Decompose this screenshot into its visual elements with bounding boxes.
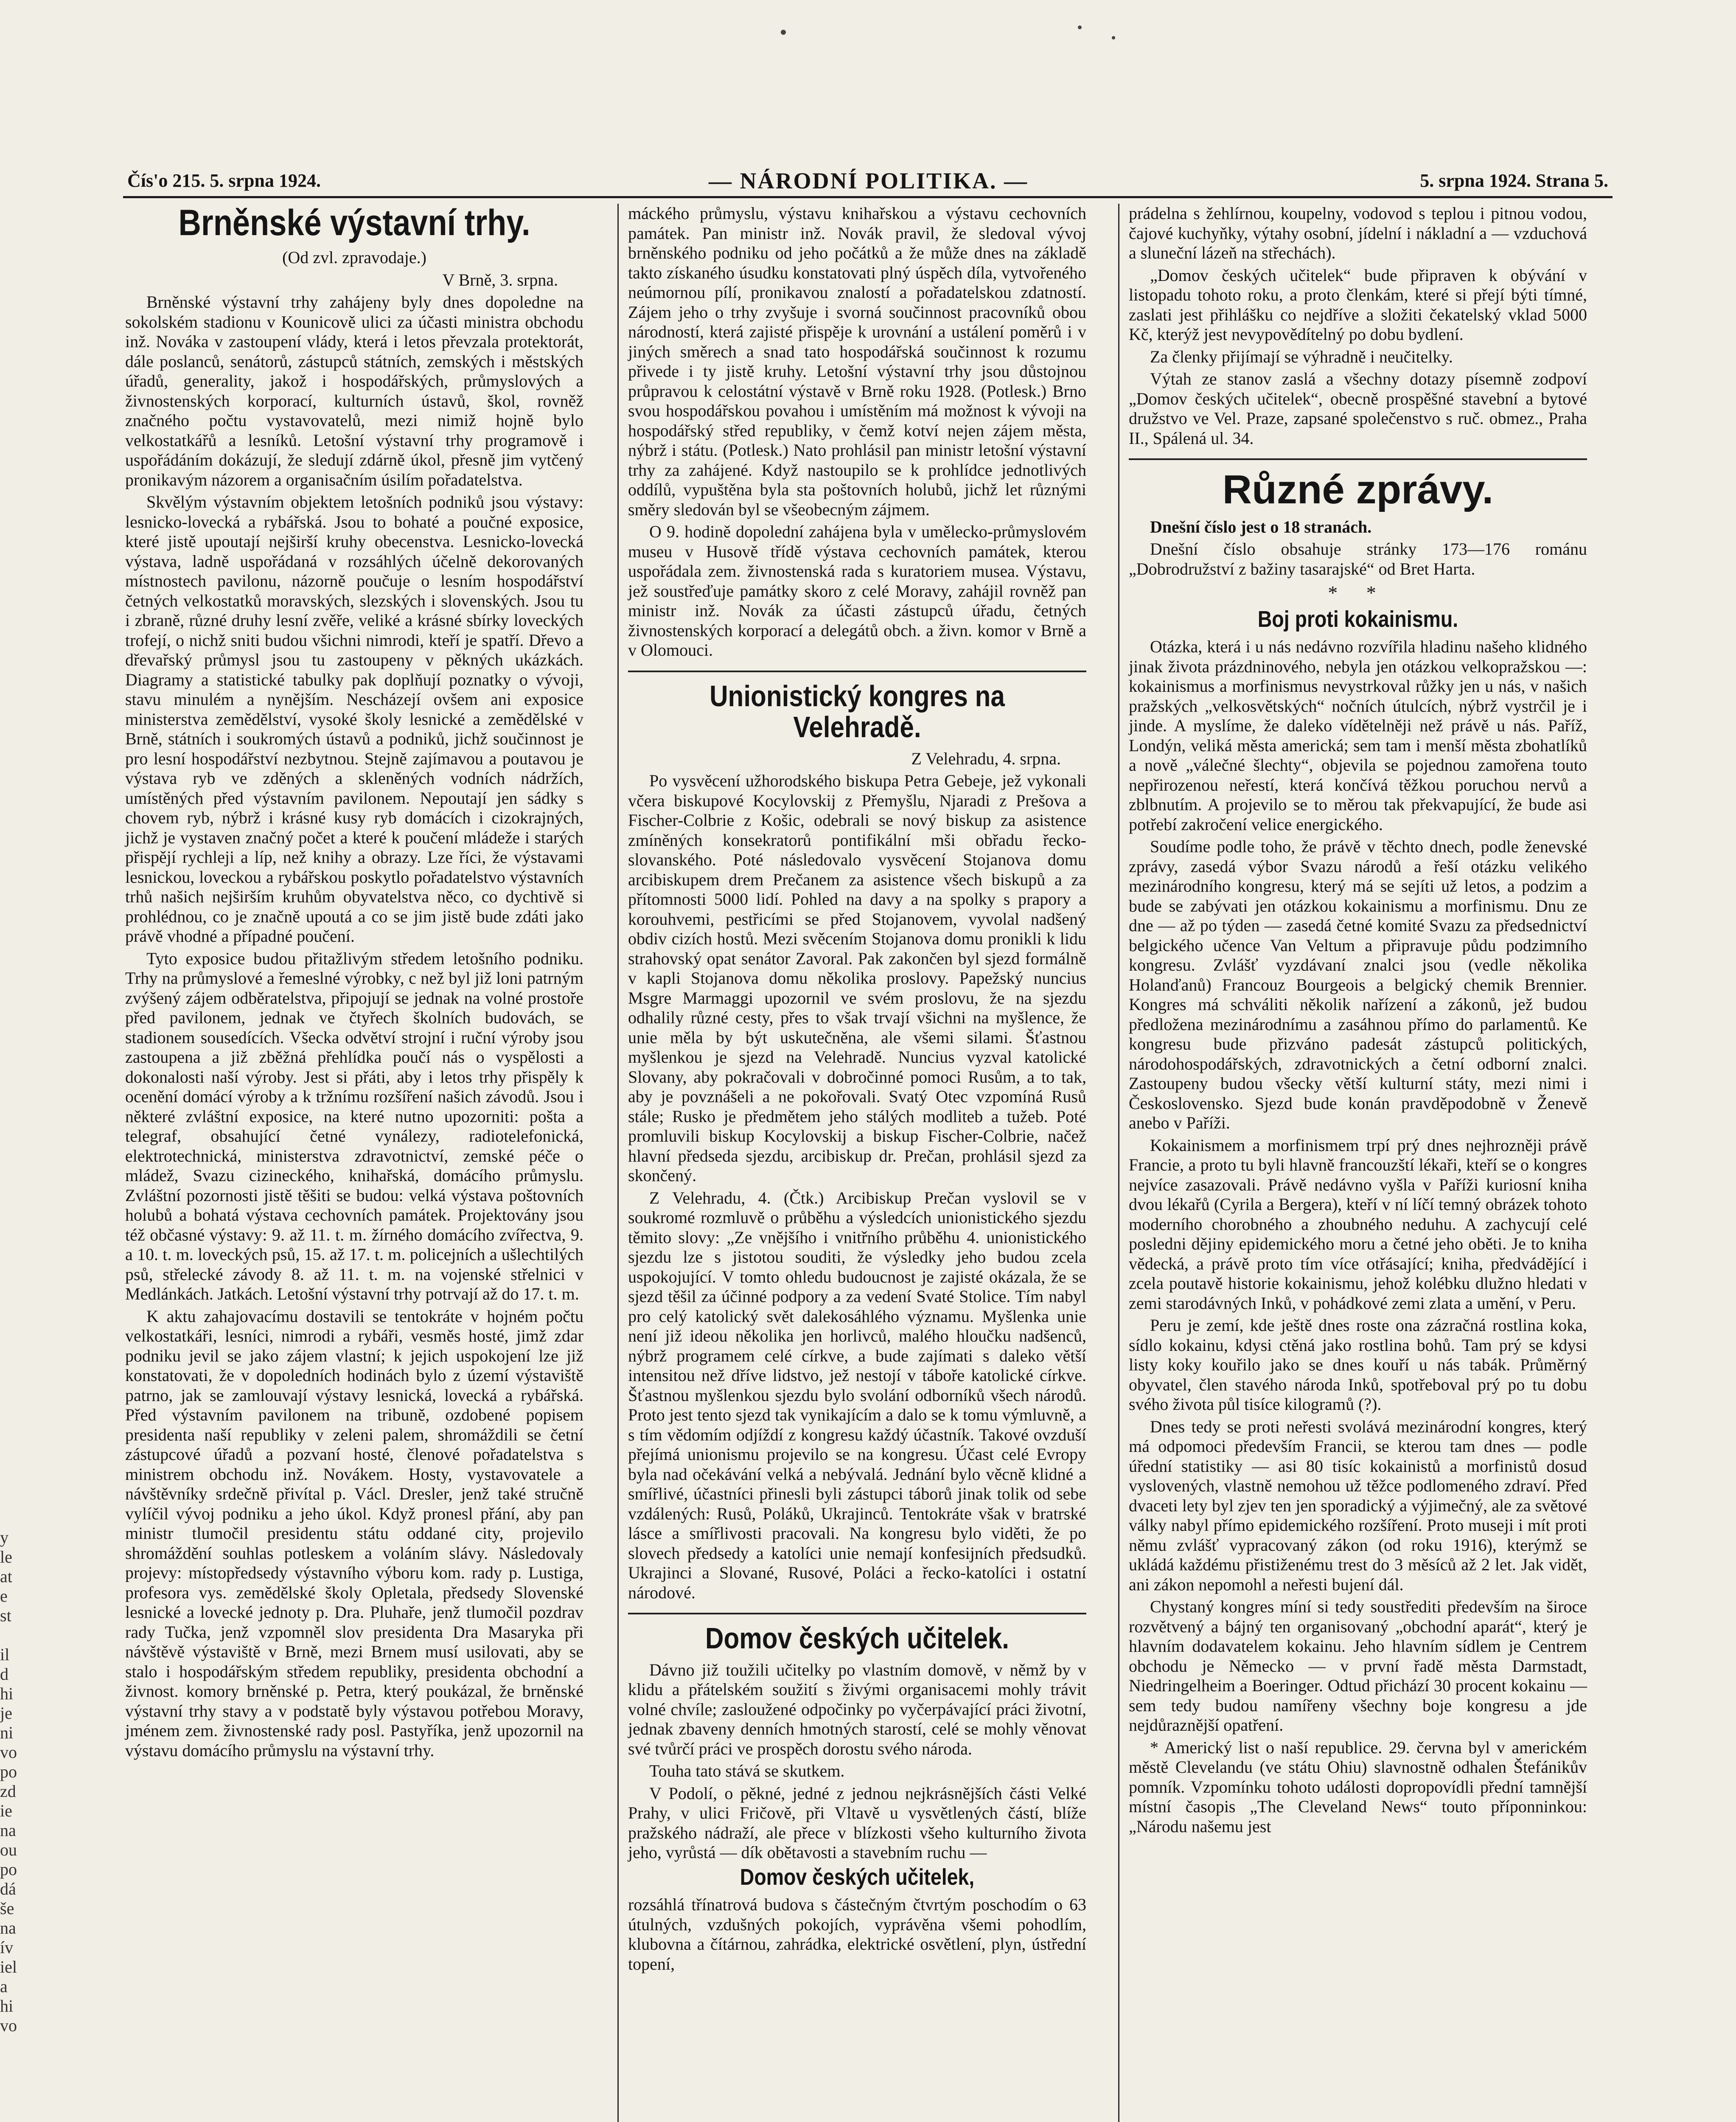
paragraph: Výtah ze stanov zaslá a všechny dotazy písemně zodpoví „Domov českých učitelek“, obecně prospěšné stavební a bytové družstvo ve Vel. Praze, zapsané společenstvo s ruč. obmez., Praha II., Spálená ul. 34. — [1129, 369, 1587, 448]
article-headline: Domov českých učitelek. — [705, 1622, 1010, 1655]
dateline: Z Velehradu, 4. srpna. — [911, 749, 1061, 768]
paragraph: Skvělým výstavním objektem letošních podniků jsou výstavy: lesnicko-lovecká a rybářská. Jsou to bohaté a poučné exposice, které jistě upoutají nejširší kruhy obecenstva. Lesnicko-lovecká výstava, ladně uspořádaná v rozsáhlých účelně dekorovaných místnostech pavilonu, názorně poučuje o lesním hospodářství četných velkostatků moravských, slezských i slovenských. Jsou tu i zbraně, různé druhy lesní zvěře, veliké a krásné sbírky loveckých trofejí, o nichž sniti budou všichni nimrodi, kteří je spatří. Dřevo a dřevařský průmysl jsou tu zastoupeny v pěkných ukázkách. Diagramy a statistické tabulky pak doplňují poznatky o vývoji, stavu minulém a nynějším. Nescházejí ovšem ani exposice ministerstva zemědělství, vysoké školy lesnické a zemědělské v Brně, státních i soukromých ústavů a podniků, jichž součinnost je pro lesní hospodářství nezbytnou. Stejně zajímavou a poutavou je výstava ryb ve zděných a skleněných vodních nádržích, umístěných před výstavním pavilonem. Nepoutají jen sádky s chovem ryb, nýbrž i krásné kusy ryb domácích i cizokrajných, jichž je vystaven značný počet a které k poučení mládeže i starých přispějí rychleji a líp, než knihy a obrazy. Lze říci, že výstavami lesnickou, loveckou a rybářskou poskytlo pořadatelstvo výstavních trhů našich nejširším kruhům obyvatelstva něco, co dychtivě si prohlédnou, co je značně upoutá a co se jim jistě bude zdáti jako právě vhodné a případné poučení. — [125, 492, 583, 946]
column-2 — [628, 204, 1086, 1976]
column-3 — [1129, 204, 1587, 1839]
dateline: V Brně, 3. srpna. — [442, 270, 558, 289]
subheadline: Boj proti kokainismu. — [1257, 606, 1458, 632]
paragraph: Z Velehradu, 4. (Čtk.) Arcibiskup Prečan vyslovil se v soukromé rozmluvě o průběhu a výsledcích unionistického sjezdu těmito slovy: „Ze vnějšího i vnitřního průběhu 4. unionistického sjezdu lze s jistotou souditi, že výsledky jeho budou zcela uspokojující. V tomto ohledu budoucnost je zajisté okázala, že se sjezd těšil za účinné podpory a za vedení Svaté Stolice. Tím nabyl pro celý katolický svět dalekosáhlého významu. Myšlenka unie není již ideou několika jen horlivců, malého hloučku nadšenců, nýbrž programem celé církve, a bude zajímati s daleko větší intensitou než dříve lidstvo, jež nestojí v táboře katolické církve. Šťastnou myšlenkou sjezdu bylo svolání odborníků všech národů. Proto jest tento sjezd tak vynikajícím a dalo se k tomu výmluvně, a s tím vědomím odjíždí z kongresu každý účastník. Takové ovzduší přejímá unionismu projevilo se na kongresu. Účast celé Evropy byla nad očekávání velká a nebývalá. Jednání bylo věcně klidné a smířlivé, účastníci přinesli byli zástupci táborů jinak tolik od sebe vzdálených: Rusů, Poláků, Ukrajinců. Tentokráte však v bratrské lásce a smířlivosti pracovali. Na kongresu bylo viděti, že po slovech předsedy a katolíci unie nemají konfesijních předsudků. Ukrajinci a Slované, Rusové, Poláci a řecko-katolíci i ostatní národové. — [628, 1188, 1086, 1602]
paragraph: Soudíme podle toho, že právě v těchto dnech, podle ženevské zprávy, zasedá výbor Svazu národů a řeší otázku velikého mezinárodního kongresu, který má se sejíti už letos, a podzim a bude se zabývati jen otázkou kokainismu a morfinismu. Dnu ze dne — až po týden — zasedá četné komité Svazu za předsednictví belgického učence Van Veltum a připravuje půdu podzimního kongresu. Zvlášť vyzdávaní znalci jsou (vedle několika Holanďanů) Francouz Bourgeois a belgický chemik Brennier. Kongres má schváliti několik nařízení a zákonů, jež budou předložena mezinárodnímu a zasáhnou přímo do parlamentů. Ke kongresu bude přizváno padesát zástupců politických, národohospodářských, zdravotnických a četní odborní znalci. Zastoupeny budou všecky větší kulturní státy, mezi nimi i Československo. Sjezd bude konán pravděpodobně v Ženevě anebo v Paříži. — [1129, 837, 1587, 1133]
page-date: 5. srpna 1924. Strana 5. — [1420, 170, 1608, 191]
paragraph: Brněnské výstavní trhy zahájeny byly dnes dopoledne na sokolském stadionu v Kounicově ulici za účasti ministra obchodu inž. Nováka v zastoupení vlády, která i letos převzala protektorát, dále poslanců, senátorů, zástupců státních, zemských i městských úřadů, generality, jakož i hospodářských, průmyslových a živnostenských korporací, kulturních ústavů, škol, rovněž značného počtu vystavovatelů, mezi nimiž hojně bylo velkostatkářů a lesníků. Letošní výstavní trhy programově i uspořádáním dokázují, že sledují zdárně úkol, přesně jim vytčený pronikavým názorem a organisačním úsilím pořadatelstva. — [125, 292, 583, 489]
paragraph: Kokainismem a morfinismem trpí prý dnes nejhrozněji právě Francie, a proto tu byli hlavně francouzští lékaři, kteří se o kongres nejvíce zasazovali. Právě nedávno vyšla v Paříži kuriosní kniha dvou lékařů (Cyrila a Bergera), kteří v ní líčí temný obrázek tohoto moderního chorobného a zhoubného neduhu. A zachycují celé posledni dějiny epidemického moru a četné jeho oběti. Je to kniha vědecká, a právě proto tím více otřásající; kniha, předvádějící i zcela poutavě historie kokainismu, jehož kolébku dlužno hledati v zemi starodávných Inků, v pohádkové zemi zlata a umění, v Peru. — [1129, 1135, 1587, 1313]
paragraph: Otázka, která i u nás nedávno rozvířila hladinu našeho klidného jinak života prázdninového, nebyla jen otázkou velkopražskou —: kokainismus a morfinismus nevystrkoval růžky jen u nás, v našich pražských „velkosvětských“ nočních útulcích, nýbrž vystrčil je i jinde. A myslíme, že daleko vídětelněji než právě u nás. Paříž, Londýn, veliká města americká; sem tam i menší města zbohatlíků a nově „válečné šlechty“, objevila se pojednou zamořena touto nepřirozenou neřestí, která končívá těžkou poruchou nervů a zblbnutím. A projevilo se to měrou tak překvapující, že bude asi potřebí zakročení velice energického. — [1129, 637, 1587, 834]
paragraph: Tyto exposice budou přitažlivým středem letošního podniku. Trhy na průmyslové a řemeslné výrobky, c než byl již loni patrným zvýšený zájem odběratelstva, připojují se jednak na volné prostoře před pavilonem, jednak ve čtyřech školních budovách, se stadionem sousedících. Všecka odvětví strojní i ruční výroby jsou zastoupena a již zběžná přehlídka poučí nás o vyspělosti a dokonalosti naší výroby. Jest si přáti, aby i letos trhy přispěly k ocenění domácí výroby a k tržnímu rozšíření našich závodů. Jsou i některé zvláštní exposice, na které nutno upozorniti: pošta a telegraf, obsahující četné vynálezy, radiotelefonická, elektrotechnická, ministerstva zdravotnictví, zemské péče o mládež, Svazu cizineckého, knihařská, domácího průmyslu. Zvláštní pozornosti jistě těšiti se budou: velká výstava poštovních holubů a bohatá výstava cechovních památek. Projektovány jsou též občasné výstavy: 9. až 11. t. m. žírného domácího zvířectva, 9. a 10. t. m. loveckých psů, 15. až 17. t. m. policejních a ušlechtilých psů, střelecké závody 8. až 11. t. m. na vojenské střelnici v Medlánkách. Jatkách. Letošní výstavní trhy potrvají až do 17. t. m. — [125, 949, 583, 1304]
section-headline: Různé zprávy. — [1222, 467, 1494, 512]
section-rule — [628, 1613, 1086, 1614]
print-speck — [1078, 25, 1082, 29]
print-speck — [781, 30, 786, 35]
paragraph: Dávno již toužili učitelky po vlastním domově, v němž by v klidu a přátelském soužití s živými organisacemi mohly trávit volné chvíle; zasloužené odpočinky po vyčerpávající práci životní, jednak zbaveny denních hmotných starostí, celé se mohly věnovat své tvůrčí práci ve prospěch dorostu svého národa. — [628, 1660, 1086, 1758]
paragraph: V Podolí, o pěkné, jedné z jednou nejkrásnějších části Velké Prahy, v ulici Fričově, při Vltavě u vysvětlených částí, blíže pražského nádraží, ale přece v blízkosti všeho kulturního života jeho, vyrůstá — dík obětavosti a stavebním ruchu — — [628, 1783, 1086, 1862]
paragraph: Chystaný kongres míní si tedy soustřediti především na široce rozvětvený a bájný ten organisovaný „obchodní aparát“, který je hlavním dodavatelem kokainu. Jeho hlavním sídlem je Centrem obchodu je Německo — v první řadě města Darmstadt, Niedringelheim a Boeringer. Odtud přichází 30 procent kokainu — sem tedy budou namířeny všechny boje kongresu a jde nejdůraznější opatření. — [1129, 1597, 1587, 1735]
paragraph: K aktu zahajovacímu dostavili se tentokráte v hojném počtu velkostatkáři, lesníci, nimrodi a rybáři, vesměs hosté, jimž zdar podniku jevil se jako zájem vlastní; k jejich uspokojení lze již konstatovati, že v dopoledních hodinách bylo z území výstaviště patrno, jak se zamlouvají výstavy lesnická, lovecká a rybářská. Před výstavním pavilonem na tribuně, ozdobené popisem presidenta naší republiky v zeleni palem, shromáždili se četní zástupcové úřadů a pozvaní hosté, členové pořadatelstva s ministrem obchodu inž. Novákem. Hosty, vystavovatele a návštěvníky srdečně přivítal p. Václ. Dresler, jenž také stručně vylíčil vývoj podniku a jeho úkol. Když pronesl přání, aby pan ministr tlumočil presidentu státu oddané city, projevilo shromáždění souhlas potleskem a voláním slávy. Následovaly projevy: místopředsedy výstavního výboru kom. rady p. Lustiga, profesora vys. zemědělské školy Opletala, předsedy Slovenské lesnické a lovecké jednoty p. Dra. Pluhaře, jenž tlumočil pozdrav rady Tučka, jenž vzpomněl slov presidenta Dra Masaryka při návštěvě výstaviště v Brně, mezi Brnem musí usilovati, aby se stalo i hospodářským středem republiky, presidenta obchodní a živnost. komory brněnské p. Petra, který poukázal, že brněnské výstavní trhy stavy a v podstatě byly výstavou potřebou Moravy, jménem zem. živnostenské rady posl. Pastyříka, jenž upozornil na výstavu domácího průmyslu na výstavní trhy. — [125, 1306, 583, 1760]
paragraph: * Americký list o naší republice. 29. června byl v americkém městě Clevelandu (ve státu Ohiu) slavnostně odhalen Štefánikův pomník. Vzpomínku tohoto události dopropovídli přední tamnější místní časopis „The Cleveland News“ touto příponninkou: „Národu našemu jest — [1129, 1737, 1587, 1836]
paragraph: Peru je zemí, kde ještě dnes roste ona zázračná rostlina koka, sídlo kokainu, kdysi ctěná jako rostlina bohů. Tam prý se kdysi listy koky kouřilo jako se dnes kouří u nás tabák. Průměrný obyvatel, člen stavého národa Inků, spotřeboval prý po tu dobu svého života půl tisíce kilogramů (?). — [1129, 1316, 1587, 1414]
paragraph: Dnešní číslo jest o 18 stranách. — [1150, 517, 1372, 536]
print-speck — [1112, 36, 1115, 39]
issue-number: Čís'o 215. 5. srpna 1924. — [127, 170, 321, 191]
section-rule — [628, 671, 1086, 672]
section-rule — [1129, 458, 1587, 460]
article-headline: Brněnské výstavní trhy. — [178, 202, 530, 243]
column-divider — [617, 204, 619, 2122]
paragraph: Dnes tedy se proti neřesti svolává mezinárodní kongres, který má odpomoci především Francii, se kterou tam dnes — podle úřední statistiky — asi 80 tisíc kokainistů a morfinistů dosud vyslovených, vlastně nemohou už těžce podlomeného zdraví. Před dvaceti lety byl zjev ten jen sporadický a výjimečný, ale za světové války nabyl přímo epidemického rozšíření. Proto museji i mít proti němu zvlášť vypracovaný zákon (od roku 1916), kterýmž se ukládá každému přistiženému trest do 3 měsíců až 2 let. Jak vidět, ani zákon nepomohl a neřesti bujení dál. — [1129, 1417, 1587, 1594]
paragraph: O 9. hodině dopolední zahájena byla v umělecko-průmyslovém museu v Husově třídě výstava cechovních památek, kterou uspořádala zem. živnostenská rada s kuratoriem musea. Výstavu, jež soustřeďuje památky skoro z celé Moravy, zahájil rovněž pan ministr inž. Novák za účasti zástupců úřadu, četných živnostenských korporací a delegátů obch. a živn. komor v Brně a v Olomouci. — [628, 522, 1086, 660]
paragraph: prádelna s žehlírnou, koupelny, vodovod s teplou i pitnou vodou, čajové kuchyňky, výtahy osobní, jídelní i nákladní a — vzduchová a sluneční lázeň na střechách). — [1129, 204, 1587, 262]
column-1 — [125, 204, 583, 1763]
article-headline: Unionistický kongres na Velehradě. — [710, 679, 1005, 744]
subheadline: Domov českých učitelek, — [740, 1864, 975, 1890]
paragraph: máckého průmyslu, výstavu knihařskou a výstavu cechovních památek. Pan ministr inž. Novák pravil, že sledoval vývoj brněnského podniku od jeho počátků a že může dnes na základě takto získaného úsudku konstatovati plný úspěch díla, vytvořeného neúmornou pílí, pronikavou znalostí a pořadatelskou zdatností. Zájem jeho o trhy zvyšuje i svorná součinnost pracovníků obou národností, která zajisté přispěje k urovnání a ustálení poměrů i v jiných směrech a snad tato hospodářská součinnost k rozumu přivede i ty jistě kruhy. Letošní výstavní trhy jsou důstojnou průpravou k celostátní výstavě v Brně roku 1928. (Potlesk.) Brno svou hospodářskou povahou i umístěním má možnost k vývoji na hospodářský střed republiky, v čemž kotví nejen zájem města, nýbrž i státu. (Potlesk.) Nato prohlásil pan ministr letošní výstavní trhy za zahájené. Když nastoupilo se k prohlídce jednotlivých oddílů, vypuštěna byla sta poštovních holubů, jichž let různými směry sledován byl se všeobecným zájmem. — [628, 204, 1086, 519]
paragraph: Dnešní číslo obsahuje stránky 173—176 románu „Dobrodružství z bažiny tasarajské“ od Bret Harta. — [1129, 539, 1587, 578]
newspaper-title: — NÁRODNÍ POLITIKA. — — [709, 168, 1029, 194]
margin-fragment: y le at e st il d hi je ni vo po zd ie na ou po dá še na ív iel a hi vo — [0, 1528, 17, 2035]
paragraph: rozsáhlá třínatrová budova s částečným čtvrtým poschodím o 63 útulných, vzdušných pokojích, vyprávěna všemi pohodlím, klubovna a čítárnou, zahrádka, elektrické osvětlení, plyn, ústřední topení, — [628, 1895, 1086, 1973]
separator-stars: * * — [1328, 582, 1388, 604]
paragraph: Po vysvěcení užhorodského biskupa Petra Gebeje, jež vykonali včera biskupové Kocylovskij z Přemyšlu, Njaradi z Prešova a Fischer-Colbrie z Košic, odebrali se nový biskup za asistence zmíněných konsekratorů pontifikální mši obřadu řecko-slovanského. Poté následovalo vysvěcení Stojanova domu arcibiskupem drem Prečanem za asistence všech biskupů a za přítomnosti 5000 lidí. Pohled na davy a na spolky s prapory a korouhvemi, pestřicími se před Stojanovem, vyvolal nadšený obdiv cizích hostů. Mezi svěcením Stojanova domu pronikli k lidu strahovský opat senátor Zavoral. Pak zakončen byl sjezd formálně v kapli Stojanova domu několika proslovy. Papežský nuncius Msgre Marmaggi upozornil ve svém proslovu, že na sjezdu odhalily různé cesty, přes to však trvají všichni na myšlence, že unie měla by být uskutečněna, ale všemi silami. Šťastnou myšlenkou je sjezd na Velehradě. Nuncius vyzval katolické Slovany, aby pokračovali v dobročinné pomoci Rusům, a to tak, aby je povznášeli a ne pokořovali. Svatý Otec vzpomíná Rusů stále; Rusko je předmětem jeho stálých modliteb a tužeb. Poté promluvili biskup Kocylovskij a biskup Fischer-Colbrie, načež hlavní předseda sjezdu, arcibiskup dr. Prečan, prohlásil sjezd za skončený. — [628, 771, 1086, 1185]
paragraph: Touha tato stává se skutkem. — [649, 1761, 845, 1780]
column-divider — [1118, 204, 1119, 2122]
paragraph: Za členky přijímají se výhradně i neučitelky. — [1150, 347, 1453, 366]
page-header — [123, 168, 1608, 197]
byline: (Od zvl. zpravodaje.) — [282, 248, 426, 267]
paragraph: „Domov českých učitelek“ bude připraven k obývání v listopadu tohoto roku, a proto členkám, které si přejí býti tímné, zaslati jest přihlášku co nejdříve a složiti čekatelský vklad 5000 Kč, kterýž jest nevypovědítelný po dobu bydlení. — [1129, 265, 1587, 344]
header-rule — [123, 196, 1613, 198]
